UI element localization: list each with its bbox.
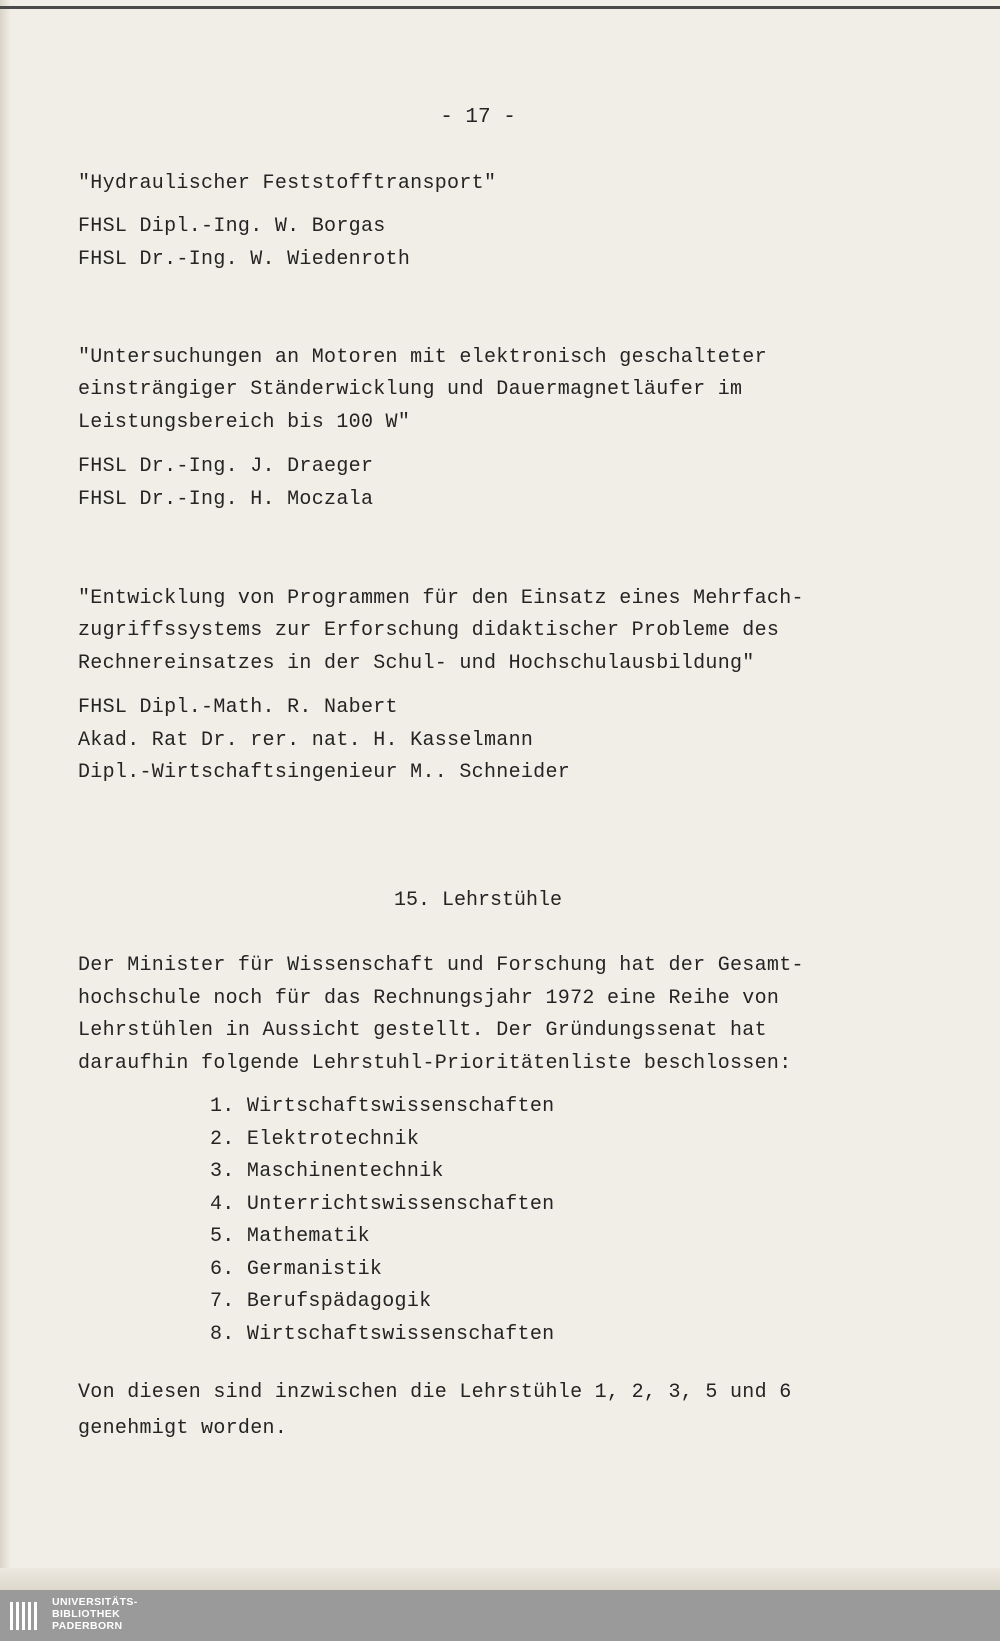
library-footer <box>0 1590 1000 1641</box>
closing-line: genehmigt worden. <box>78 1417 288 1440</box>
project-title-line: Rechnereinsatzes in der Schul- und Hochschulausbildung" <box>78 652 755 675</box>
section-heading: 15. Lehrstühle <box>393 889 563 912</box>
list-item: 6. Germanistik <box>210 1258 383 1281</box>
project-person: FHSL Dr.-Ing. J. Draeger <box>78 455 374 478</box>
paragraph-line: Lehrstühlen in Aussicht gestellt. Der Gründungssenat hat <box>78 1019 767 1042</box>
list-item: 5. Mathematik <box>210 1225 370 1248</box>
page-left-edge <box>0 0 10 1590</box>
project-title-line: "Untersuchungen an Motoren mit elektronisch geschalteter <box>78 346 767 369</box>
project-person: FHSL Dipl.-Ing. W. Borgas <box>78 215 386 238</box>
library-name <box>52 1596 138 1632</box>
project-title-line: "Hydraulischer Feststofftransport" <box>78 172 497 195</box>
library-name-line: UNIVERSITÄTS- <box>52 1596 138 1608</box>
library-logo-icon <box>8 1598 44 1634</box>
library-name-line: BIBLIOTHEK <box>52 1608 121 1620</box>
project-title-line: "Entwicklung von Programmen für den Einsatz eines Mehrfach- <box>78 587 804 610</box>
project-person: Dipl.-Wirtschaftsingenieur M.. Schneider <box>78 761 571 784</box>
page-bottom-edge <box>0 1568 1000 1590</box>
list-item: 8. Wirtschaftswissenschaften <box>210 1323 555 1346</box>
project-person: FHSL Dr.-Ing. H. Moczala <box>78 488 374 511</box>
page-number: - 17 - <box>440 106 516 129</box>
list-item: 1. Wirtschaftswissenschaften <box>210 1095 555 1118</box>
closing-line: Von diesen sind inzwischen die Lehrstühle 1, 2, 3, 5 und 6 <box>78 1381 792 1404</box>
top-rule <box>0 6 1000 9</box>
project-title-line: zugriffssystems zur Erforschung didaktischer Probleme des <box>78 619 780 642</box>
paragraph-line: daraufhin folgende Lehrstuhl-Prioritätenliste beschlossen: <box>78 1052 792 1075</box>
project-person: FHSL Dipl.-Math. R. Nabert <box>78 696 398 719</box>
paragraph-line: Der Minister für Wissenschaft und Forschung hat der Gesamt- <box>78 954 804 977</box>
project-person: Akad. Rat Dr. rer. nat. H. Kasselmann <box>78 729 534 752</box>
project-title-line: einsträngiger Ständerwicklung und Dauermagnetläufer im <box>78 378 743 401</box>
list-item: 3. Maschinentechnik <box>210 1160 444 1183</box>
library-name-line: PADERBORN <box>52 1620 123 1632</box>
project-title-line: Leistungsbereich bis 100 W" <box>78 411 411 434</box>
project-person: FHSL Dr.-Ing. W. Wiedenroth <box>78 248 411 271</box>
list-item: 4. Unterrichtswissenschaften <box>210 1193 555 1216</box>
paragraph-line: hochschule noch für das Rechnungsjahr 1972 eine Reihe von <box>78 987 780 1010</box>
list-item: 2. Elektrotechnik <box>210 1128 420 1151</box>
list-item: 7. Berufspädagogik <box>210 1290 432 1313</box>
